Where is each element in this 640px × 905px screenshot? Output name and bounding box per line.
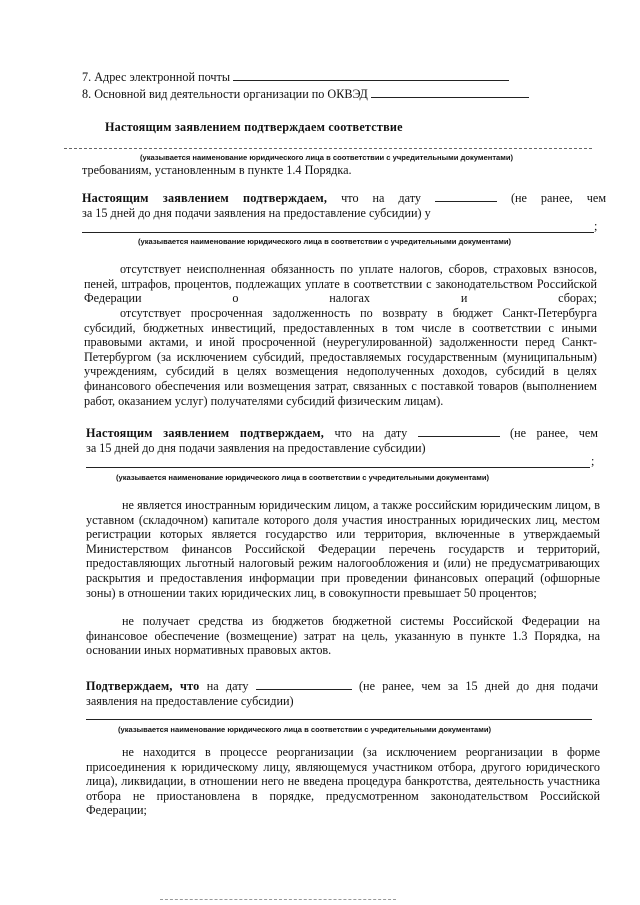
block3-item2: не получает средства из бюджетов бюджетной системы Российской Федерации на финансовое обеспечение (возмещение) затрат на цель, указанную в пункте 1.3 Порядка, на основании иных нормативных правовых актов. xyxy=(86,614,600,658)
block3-text1: что на дату xyxy=(334,426,408,440)
block3-fill-line xyxy=(86,467,590,468)
field-email-line xyxy=(82,70,509,85)
block4-fill-line xyxy=(86,719,592,720)
block2-semicolon: ; xyxy=(594,219,598,233)
block3-semicolon: ; xyxy=(591,454,595,468)
block4-lead xyxy=(86,679,598,694)
block4-heading: Подтверждаем, что xyxy=(86,679,200,693)
block3-caption: (указывается наименование юридического лица в соответствии с учредительными документами) xyxy=(116,473,490,482)
block1-fill-line xyxy=(64,148,592,149)
block2-item1: отсутствует неисполненная обязанность по уплате налогов, сборов, страховых взносов, пеней, штрафов, процентов, подлежащих уплате в соответствии с законодательством Российской Федерации о налогах и сборах; xyxy=(84,262,597,306)
block3-text2: (не ранее, чем xyxy=(510,426,599,440)
block4-text1: на дату xyxy=(206,679,249,693)
block2-date-blank xyxy=(435,191,497,202)
field-okved-line xyxy=(82,87,529,102)
block2-text1: что на дату xyxy=(341,191,421,205)
block3-line2: за 15 дней до дня подачи заявления на предоставление субсидии) xyxy=(86,441,426,455)
field-email-label: 7. Адрес электронной почты xyxy=(82,70,231,84)
block2-lead xyxy=(82,191,606,206)
footer-rule xyxy=(160,899,396,900)
block4-item1: не находится в процессе реорганизации (за исключением реорганизации в форме присоединения к юридическому лицу, являющемуся участником отбора, другого юридического лица), ликвидации, в отношении него не введена процедура банкротства, деятельность участника отбора не приостановлена в порядке, предусмотренном законодательством Российской Федерации; xyxy=(86,745,600,818)
block2-text2: (не ранее, чем xyxy=(510,191,607,205)
okved-blank xyxy=(371,87,529,98)
block1-heading: Настоящим заявлением подтверждаем соответствие xyxy=(105,120,403,134)
block4-date-blank xyxy=(256,679,352,690)
block1-caption: (указывается наименование юридического лица в соответствии с учредительными документами) xyxy=(140,153,514,162)
block3-heading: Настоящим заявлением подтверждаем, xyxy=(86,426,325,440)
block3-date-blank xyxy=(418,426,500,437)
block2-item2: отсутствует просроченная задолженность по возврату в бюджет Санкт-Петербурга субсидий, бюджетных инвестиций, предоставленных в том числе в соответствии с иными правовыми актами, и иной просроченной (неурегулированной) задолженности перед Санкт-Петербургом (за исключением субсидий, предоставляемых государственным (муниципальным) учреждениям, субсидий в целях возмещения недополученных доходов, субсидий в целях финансового обеспечения или возмещения затрат, связанных с поставкой товаров (выполнением работ, оказанием услуг) получателями субсидий физическим лицам). xyxy=(84,306,597,408)
block3-lead xyxy=(86,426,598,441)
block3-item1: не является иностранным юридическим лицом, а также российским юридическим лицом, в уставном (складочном) капитале которого доля участия иностранных юридических лиц, местом регистрации которых является государство или территория, включенные в утверждаемый Министерством финансов Российской Федерации перечень государств и территорий, предоставляющих льготный налоговый режим налогообложения и (или) не предусматривающих раскрытия и предоставления информации при проведении финансовых операций (офшорные зоны) в отношении таких юридических лиц, в совокупности превышает 50 процентов; xyxy=(86,498,600,600)
block2-caption: (указывается наименование юридического лица в соответствии с учредительными документами) xyxy=(138,237,512,246)
email-blank xyxy=(233,70,509,81)
block4-text2: (не ранее, чем за 15 дней до дня подачи xyxy=(359,679,598,693)
block4-caption: (указывается наименование юридического лица в соответствии с учредительными документами) xyxy=(118,725,492,734)
block1-tail: требованиям, установленным в пункте 1.4 Порядка. xyxy=(82,163,352,177)
block4-line2: заявления на предоставление субсидии) xyxy=(86,694,294,708)
block2-fill-line xyxy=(82,232,594,233)
block2-heading: Настоящим заявлением подтверждаем, xyxy=(82,191,328,205)
block2-line2: за 15 дней до дня подачи заявления на предоставление субсидии) у xyxy=(82,206,431,220)
field-okved-label: 8. Основной вид деятельности организации по ОКВЭД xyxy=(82,87,368,101)
